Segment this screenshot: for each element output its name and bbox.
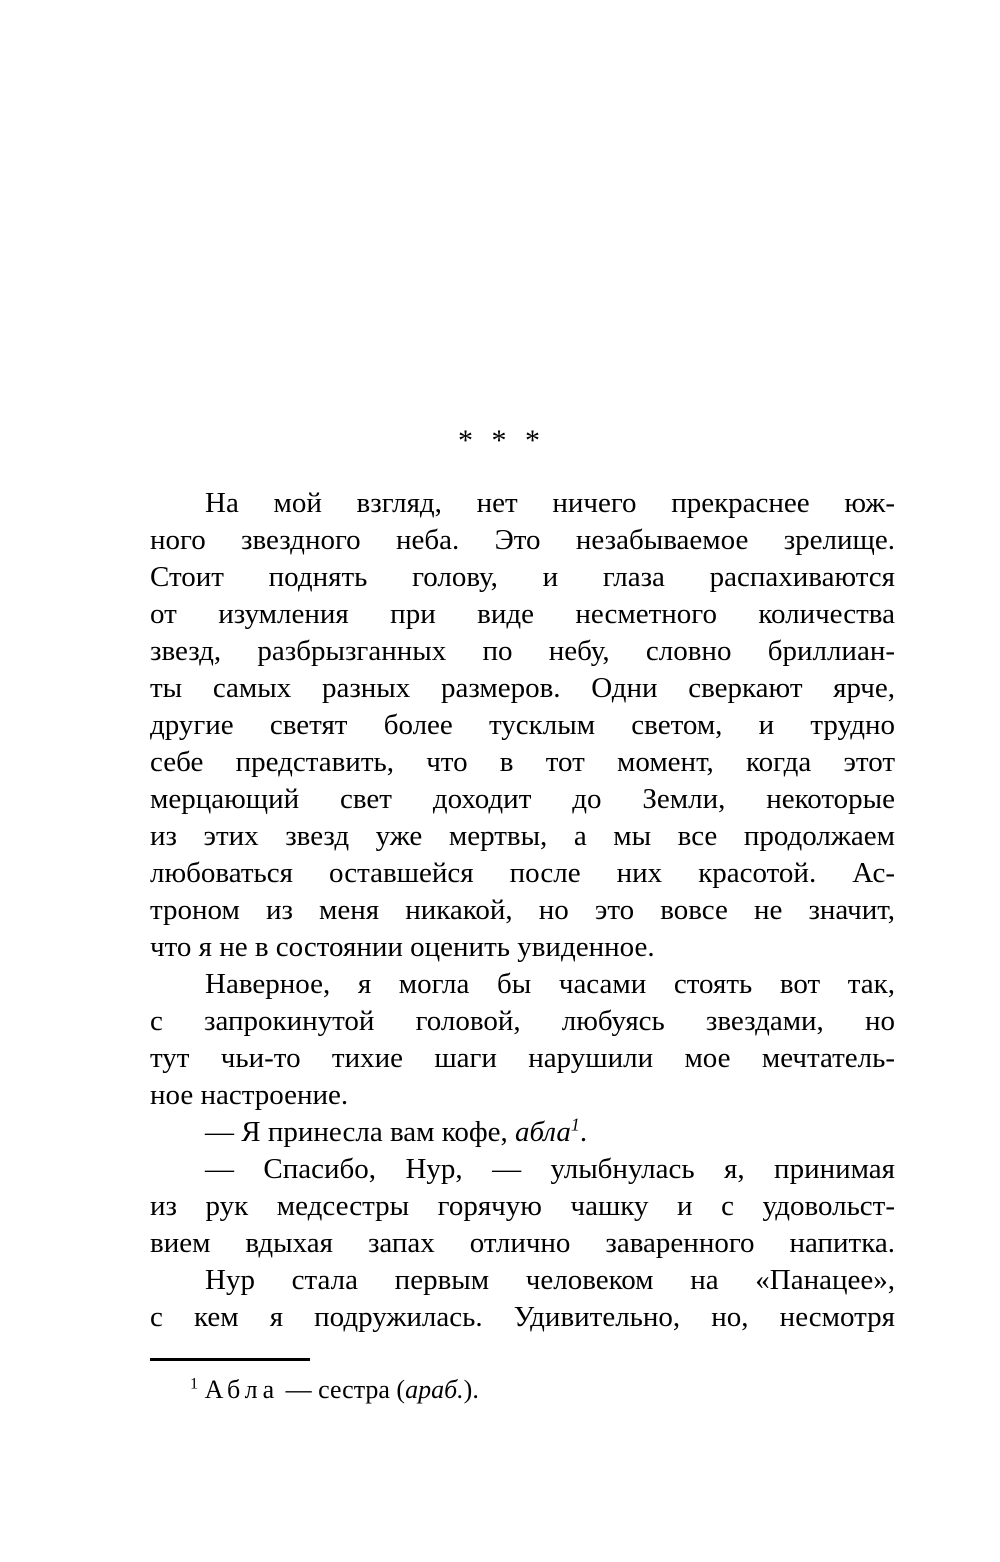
text-line	[150, 1114, 895, 1151]
text-span: абла	[515, 1116, 571, 1148]
text-line: Стоит поднять голову, и глаза распахиваются	[150, 561, 895, 593]
footnote-rule	[150, 1358, 310, 1361]
footnote-area	[150, 1358, 1000, 1407]
text-block	[150, 485, 895, 1336]
footnote	[150, 1373, 895, 1407]
paragraph	[150, 1151, 895, 1262]
footnote-marker: 1	[570, 1114, 580, 1135]
text-line: из этих звезд уже мертвы, а мы все продолжаем	[150, 820, 895, 852]
text-line: любоваться оставшейся после них красотой. Ас-	[150, 857, 895, 889]
paragraph	[150, 966, 895, 1114]
text-line: вием вдыхая запах отлично заваренного напитка.	[150, 1227, 895, 1259]
text-line: ного звездного неба. Это незабываемое зрелище.	[150, 524, 895, 556]
text-line: от изумления при виде несметного количества	[150, 598, 895, 630]
text-line: с кем я подружилась. Удивительно, но, несмотря	[150, 1301, 895, 1333]
text-line: из рук медсестры горячую чашку и с удовольст-	[150, 1190, 895, 1222]
text-line: себе представить, что в тот момент, когда этот	[150, 746, 895, 778]
footnote-marker: 1	[190, 1375, 199, 1393]
text-line: мерцающий свет доходит до Земли, некоторые	[150, 783, 895, 815]
paragraph	[150, 1262, 895, 1336]
text-line: Нур стала первым человеком на «Панацее»,	[205, 1264, 895, 1296]
text-line: На мой взгляд, нет ничего прекраснее юж-	[205, 487, 895, 519]
text-span: Абла	[204, 1375, 280, 1404]
text-line: — Спасибо, Нур, — улыбнулась я, принимая	[205, 1153, 895, 1185]
text-span: араб.	[405, 1375, 464, 1404]
section-separator: * * *	[458, 424, 542, 457]
text-span: .	[579, 1116, 588, 1148]
text-line: ты самых разных размеров. Одни сверкают ярче,	[150, 672, 895, 704]
text-span: ).	[463, 1375, 479, 1404]
text-line: ное настроение.	[150, 1079, 349, 1111]
text-line: другие светят более тусклым светом, и трудно	[150, 709, 895, 741]
text-line: с запрокинутой головой, любуясь звездами, но	[150, 1005, 895, 1037]
paragraph	[150, 485, 895, 966]
text-span: — Я принесла вам кофе,	[205, 1116, 516, 1148]
paragraph	[150, 1114, 895, 1151]
text-line: троном из меня никакой, но это вовсе не значит,	[150, 894, 895, 926]
text-line: что я не в состоянии оценить увиденное.	[150, 931, 655, 963]
text-line: звезд, разбрызганных по небу, словно бриллиан-	[150, 635, 895, 667]
text-span: — сестра (	[279, 1375, 406, 1404]
text-line: Наверное, я могла бы часами стоять вот так,	[205, 968, 895, 1000]
text-line: тут чьи-то тихие шаги нарушили мое мечтатель-	[150, 1042, 895, 1074]
